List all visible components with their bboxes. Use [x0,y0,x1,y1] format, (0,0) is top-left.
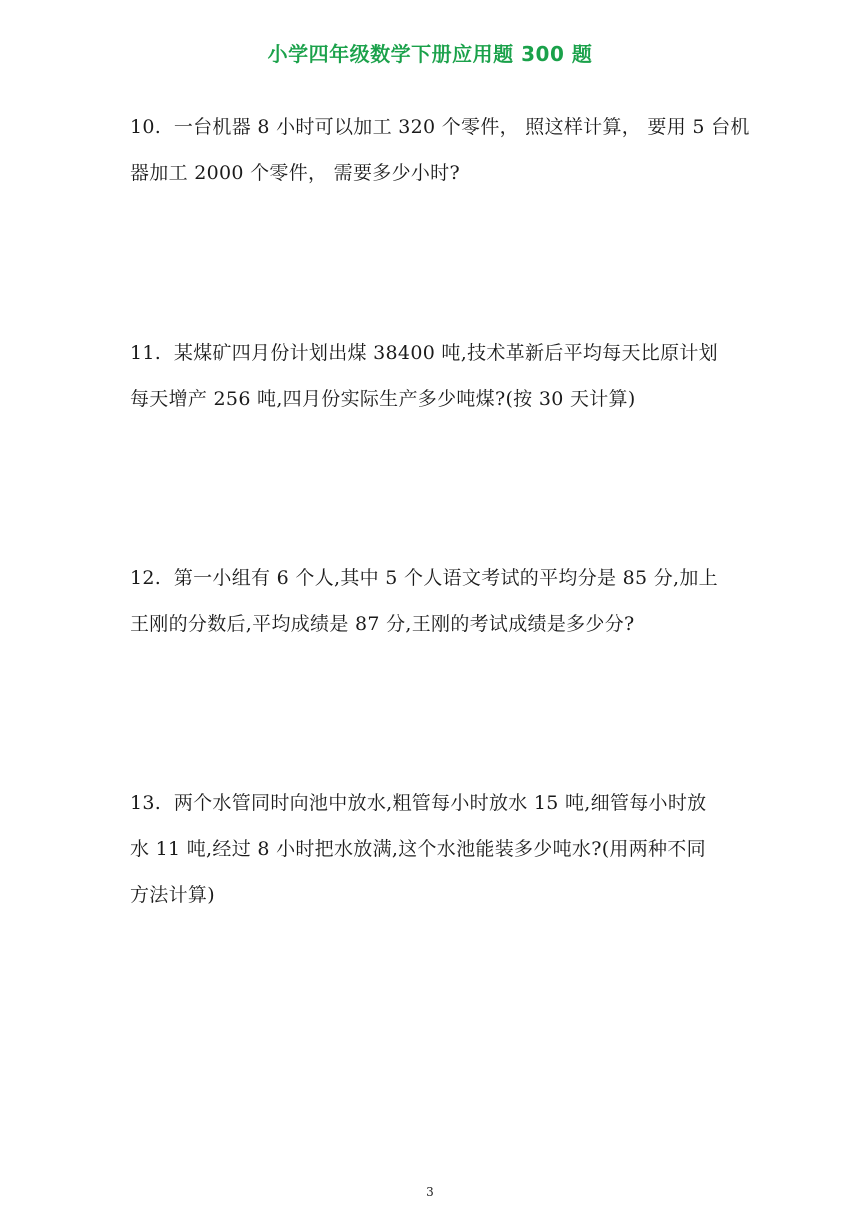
question-line [130,330,735,376]
question-number: 11. [130,342,162,364]
question-line [130,104,750,150]
question-number: 12. [130,567,162,589]
question-text: 方法计算) [130,884,215,906]
question-text: 器加工 2000 个零件， 需要多少小时? [130,162,460,184]
question-12 [130,555,735,647]
question-text: 某煤矿四月份计划出煤 38400 吨,技术革新后平均每天比原计划 [173,342,718,364]
question-line [130,555,735,601]
question-10 [130,104,750,196]
question-text: 水 11 吨,经过 8 小时把水放满,这个水池能装多少吨水?(用两种不同 [130,838,706,860]
question-11 [130,330,735,422]
question-number: 10. [130,116,162,138]
page-number: 3 [426,1185,434,1199]
question-number: 13. [130,792,162,814]
question-text: 每天增产 256 吨,四月份实际生产多少吨煤?(按 30 天计算) [130,388,636,410]
question-text: 王刚的分数后,平均成绩是 87 分,王刚的考试成绩是多少分? [130,613,635,635]
question-13 [130,780,735,918]
question-text: 一台机器 8 小时可以加工 320 个零件， 照这样计算， 要用 5 台机 [173,116,750,138]
question-line [130,780,735,826]
page-header-title: 小学四年级数学下册应用题 300 题 [267,42,593,66]
question-text: 第一小组有 6 个人,其中 5 个人语文考试的平均分是 85 分,加上 [173,567,718,589]
question-text: 两个水管同时向池中放水,粗管每小时放水 15 吨,细管每小时放 [173,792,707,814]
